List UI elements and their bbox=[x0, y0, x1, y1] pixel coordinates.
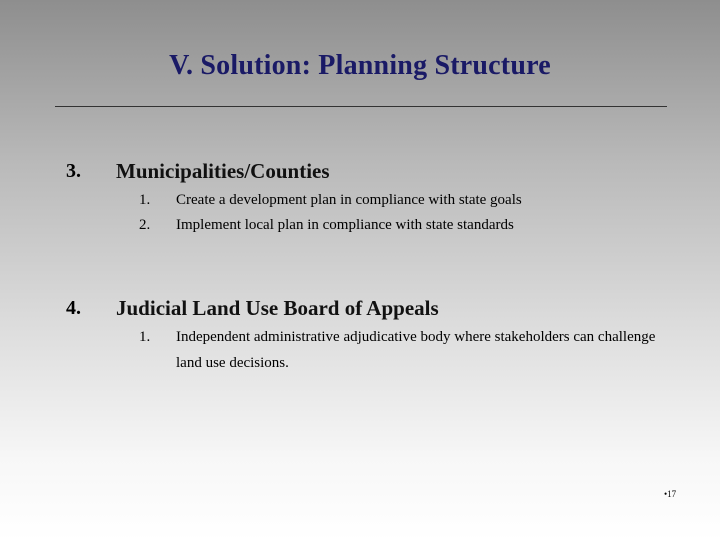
list-item-text: Implement local plan in compliance with state standards bbox=[176, 217, 514, 233]
section-heading-judicial-land-use-board: Judicial Land Use Board of Appeals bbox=[116, 296, 439, 320]
section-number: 4. bbox=[66, 297, 81, 319]
page-number: •17 bbox=[664, 489, 677, 499]
list-item-text: Independent administrative adjudicative body where stakeholders can challenge land use decisions. bbox=[176, 329, 656, 371]
title-divider bbox=[55, 106, 667, 107]
section-heading-municipalities-counties: Municipalities/Counties bbox=[116, 159, 330, 183]
section-number: 3. bbox=[66, 160, 81, 182]
list-item-text: Create a development plan in compliance with state goals bbox=[176, 192, 522, 208]
list-item-number: 2. bbox=[139, 217, 151, 233]
page-number-value: 17 bbox=[667, 489, 677, 499]
slide-title: V. Solution: Planning Structure bbox=[169, 50, 551, 81]
list-item-number: 1. bbox=[139, 329, 151, 345]
list-item-number: 1. bbox=[139, 192, 151, 208]
